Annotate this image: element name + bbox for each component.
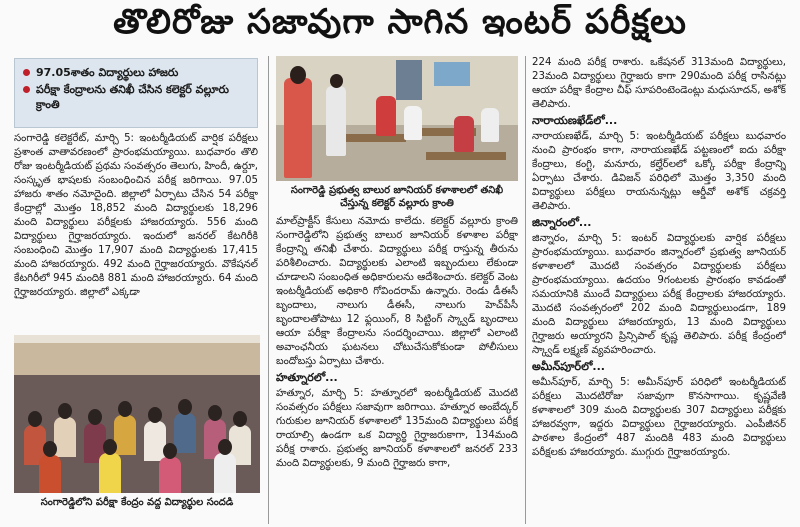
highlights-box — [14, 58, 258, 128]
subhead-hathnoora: హత్నూరలో... — [276, 371, 338, 384]
photo-caption-crowd: సంగారెడ్డిలోని పరీక్షా కేంద్రం వద్ద విద్యార్థుల సందడి — [40, 497, 234, 508]
article-column-1 — [14, 132, 258, 332]
highlight-item — [23, 82, 249, 112]
column-divider — [268, 56, 269, 524]
bullet-icon — [23, 69, 30, 76]
article-text: హత్నూర, మార్చి 5: హత్నూరలో ఇంటర్మీడియట్ మొదటి సంవత్సరం పరీక్షలు సజావుగా జరిగాయి. హత్నూర అంబేద్కర్ గురుకుల జూనియర్ కళాశాలలో 135మంది విద్యార్థులు పరీక్ష రాయాల్సి ఉండగా ఒక విద్యార్థి గైర్హాజరుకాగా, 134మంది పరీక్ష రాశారు. ప్రభుత్వ జూనియర్ కళాశాలలో జనరల్ 233 మంది విద్యార్థులకు, 9 మంది గైర్హాజరు కాగా, — [276, 388, 518, 469]
bullet-icon — [23, 86, 30, 93]
article-text: మాల్‌ప్రాక్టీస్ కేసులు నమోదు కాలేదు. కలెక్టర్ వల్లూరు క్రాంతి సంగారెడ్డిలోని ప్రభుత్వ బాలుర జూనియర్ కళాశాల పరీక్షా కేంద్రాన్ని తనిఖీ చేశారు. విద్యార్థులు పరీక్ష రాస్తున్న తీరును పరిశీలించారు. విద్యార్థులకు ఎలాంటి ఇబ్బందులు లేకుండా చూడాలని సంబంధిత అధికారులను ఆదేశించారు. కలెక్టర్ వెంట ఇంటర్మీడియట్ అధికారి గోవిందరామ్ ఉన్నారు. రెండు డీఈసీ బృందాలు, నాలుగు డీఈసీ, నాలుగు హెచ్‌పీసీ బృందాలతోపాటు 12 ఫ్లయింగ్, 8 సిట్టింగ్ స్క్వాడ్ బృందాలు ఆయా పరీక్షా కేంద్రాలను సందర్శించాయి. జిల్లాలో ఎలాంటి అవాంఛనీయ ఘటనలు చోటుచేసుకోకుండా పోలీసులు బందోబస్తు ఏర్పాటు చేశారు. — [276, 216, 518, 367]
crowd-photo — [14, 335, 260, 493]
highlight-text: పరీక్షా కేంద్రాలను తనిఖీ చేసిన కలెక్టర్ వల్లూరు క్రాంతి — [36, 83, 229, 111]
article-text: అమీన్‌పూర్, మార్చి 5: అమీన్‌పూర్ పరిధిలో ఇంటర్మీడియట్ పరీక్షలు మొదటిరోజు సజావుగా కొనసాగాయి. కృష్ణవేణి కళాశాలలో 309 మంది విద్యార్థులకు 307 విద్యార్థులు పరీక్షకు హాజరవ్వగా, ఇద్దరు విద్యార్థులు గైర్హాజరయ్యారు. ఎంపీజీనర్ పాఠశాల కేంద్రంలో 487 మందికి 483 మంది విద్యార్థులు పరీక్షలకు హాజరయ్యారు. ముగ్గురు గైర్హాజరయ్యారు. — [532, 377, 786, 458]
photo-caption-collector: సంగారెడ్డి ప్రభుత్వ బాలుర జూనియర్ కళాశాలలో తనిఖీ చేస్తున్న కలెక్టర్ వల్లూరు క్రాంతి — [290, 185, 504, 209]
highlight-text: 97.05శాతం విద్యార్థులు హాజరు — [36, 66, 179, 79]
subhead-jinnaram: జిన్నారంలో... — [532, 216, 592, 229]
article-text: 224 మంది పరీక్ష రాశారు. ఒకేషనల్ 313మంది విద్యార్థులు, 23మంది విద్యార్థులు గైర్హాజరు కాగా 290మంది పరీక్ష రాసినట్లు ఆయా పరీక్షా కేంద్రాల చీఫ్ సూపరింటెండెంట్లు మధుసూదన్, అశోక్ తెలిపారు. — [532, 57, 786, 110]
article-column-2 — [276, 215, 518, 525]
subhead-ameenpur: అమీన్‌పూర్‌లో... — [532, 360, 605, 373]
article-text: నారాయణఖేడ్, మార్చి 5: ఇంటర్మీడియట్ పరీక్షలు బుధవారం నుంచి ప్రారంభం కాగా, నారాయణఖేడ్ పట్టణంలో ఐదు పరీక్షా కేంద్రాలు, కంగ్టి, మనూరు, కల్హేర్‌లలో ఒక్కో పరీక్షా కేంద్రాన్ని ఏర్పాటు చేశారు. డివిజన్ పరిధిలో మొత్తం 3,350 మంది విద్యార్థులు పరీక్షలు రాయనున్నట్లు ఆర్డీవో అశోక్ చక్రవర్తి తెలిపారు. — [532, 131, 786, 212]
subhead-narayankhed: నారాయణఖేడ్‌లో... — [532, 114, 618, 127]
article-text: సంగారెడ్డి కలెక్టరేట్, మార్చి 5: ఇంటర్మీడియట్ వార్షిక పరీక్షలు ప్రశాంత వాతావరణంలో ప్రారంభమయ్యాయి. బుధవారం తొలి రోజు ఇంటర్మీడియట్ ప్రథమ సంవత్సరం తెలుగు, హిందీ, ఉర్దూ, సంస్కృత భాషలకు సంబంధించిన పరీక్ష జరిగాయి. 97.05 హాజరు శాతం నమోదైంది. జిల్లాలో ఏర్పాటు చేసిన 54 పరీక్షా కేంద్రాల్లో మొత్తం 18,852 మంది విద్యార్థులకు 18,296 మంది విద్యార్థులు పరీక్షలకు హాజరయ్యారు. 556 మంది విద్యార్థులు గైర్హాజరయ్యారు. ఇందులో జనరల్ కేటగిరీకి సంబంధించి మొత్తం 17,907 మంది విద్యార్థులకు 17,415 మంది హాజరయ్యారు. 492 మంది గైర్హాజరయ్యారు. వొకేషనల్ కేటగిరీలో 945 మందికి 881 మంది హాజరయ్యారు. 64 మంది గైర్హాజరయ్యారు. జిల్లాలో ఎక్కడా — [14, 133, 258, 298]
article-text: జిన్నారం, మార్చి 5: ఇంటర్ విద్యార్థులకు వార్షిక పరీక్షలు ప్రారంభమయ్యాయి. బుధవారం జిన్నారంలో ప్రభుత్వ జూనియర్ కళాశాలలో మొదటి సంవత్సరం విద్యార్థులకు పరీక్షలు ప్రారంభమయ్యాయి. ఉదయం 9గంటలకు ప్రారంభం కావడంతో సమయానికి ముందే విద్యార్థులు పరీక్ష కేంద్రాలకు హాజరయ్యారు. మొదటి సంవత్సరంలో 202 మంది విద్యార్థులుండగా, 189 మంది విద్యార్థులు హాజరయ్యారు, 13 మంది విద్యార్థులు గైర్హాజరు అయ్యారని ప్రిన్సిపాల్ కృష్ణ తెలిపారు. పరీక్ష కేంద్రంలో స్క్వాడ్ లక్ష్మణ్ వ్యవహరించారు. — [532, 233, 786, 356]
classroom-photo — [276, 56, 518, 181]
column-divider — [525, 56, 526, 524]
article-column-3 — [532, 56, 786, 525]
highlight-item — [23, 65, 249, 80]
headline: తొలిరోజు సజావుగా సాగిన ఇంటర్ పరీక్షలు — [113, 2, 687, 42]
